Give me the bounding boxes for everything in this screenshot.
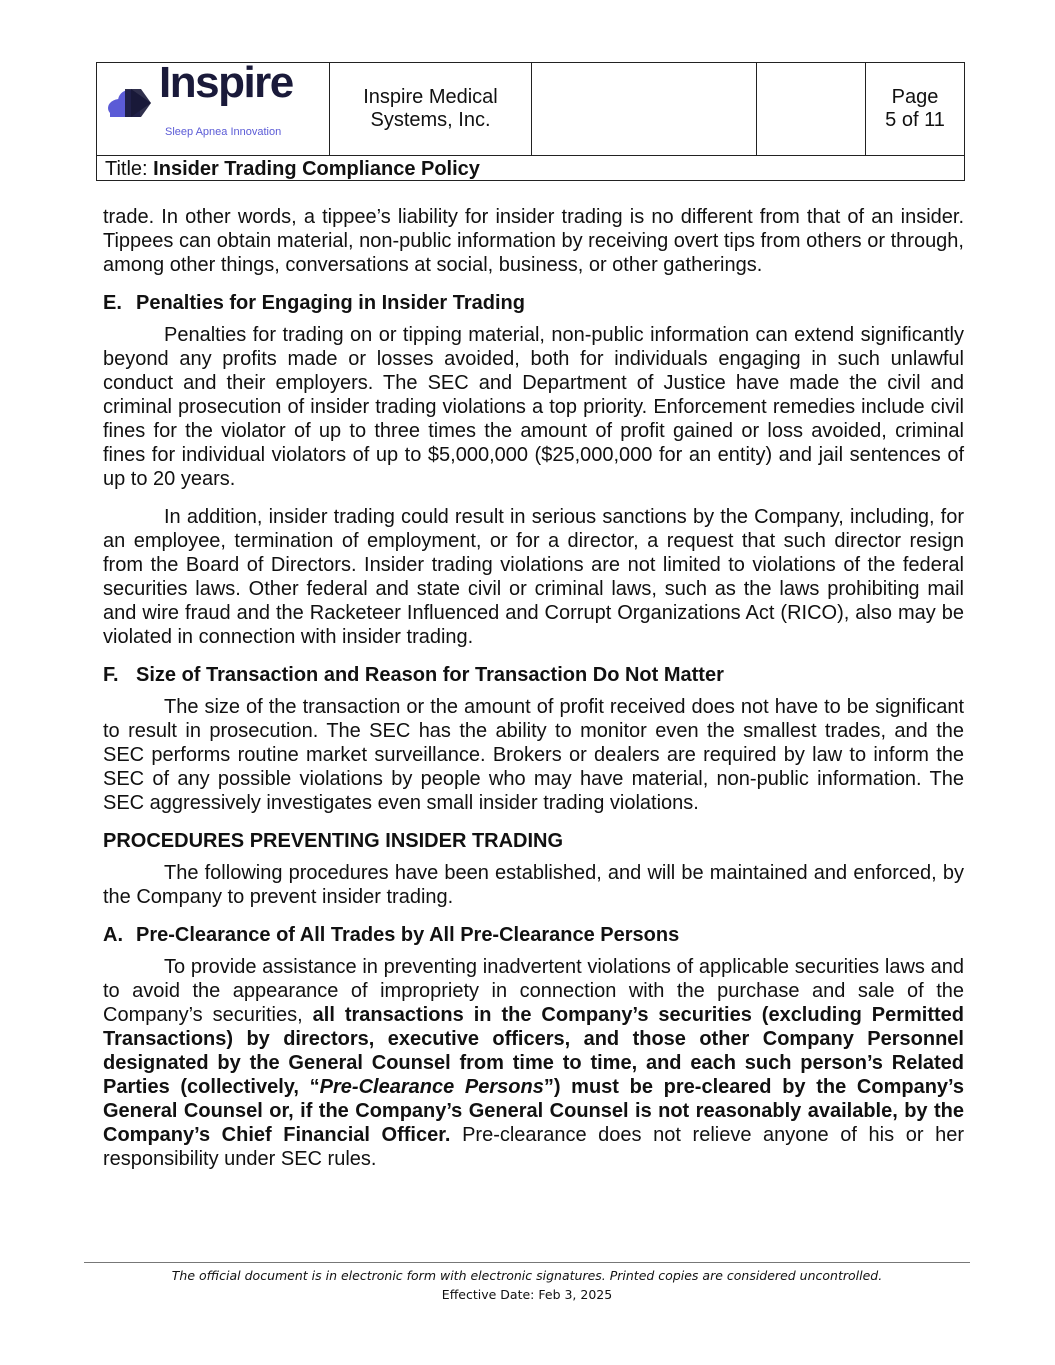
effective-date: Effective Date: Feb 3, 2025 (441, 1287, 613, 1302)
page-label: Page (891, 86, 939, 108)
section-a-letter: A. (103, 924, 123, 946)
title-label: Title: (105, 158, 148, 180)
document-header-table (96, 58, 965, 181)
footer-note: The official document is in electronic form with electronic signatures. Printed copies are considered uncontrolled. (171, 1268, 883, 1283)
section-f-paragraph: The size of the transaction or the amount of profit received does not have to be significant to result in prosecution. The SEC has the ability to monitor even the smallest trades, and the SEC performs routine market surveillance. Brokers or dealers are required by law to inform the SEC of any possible violations by people who may have material, non-public information. The SEC aggressively investigates even small insider trading violations. (103, 696, 964, 814)
cloud-arrow-logo-icon (107, 83, 159, 123)
section-f-heading (103, 663, 964, 687)
section-e-paragraph-1: Penalties for trading on or tipping material, non-public information can extend significantly beyond any profits made or losses avoided, both for individuals engaging in such unlawful conduct and their employers. The SEC and Department of Justice have made the civil and criminal prosecution of insider trading violations a top priority. Enforcement remedies include civil fines for the violator of up to three times the amount of profit gained or loss avoided, criminal fines for individual violators of up to $5,000,000 ($25,000,000 for an entity) and jail sentences of up to 20 years. (103, 324, 964, 490)
header-top-row (97, 58, 964, 156)
logo-cell (97, 58, 330, 155)
section-f-letter: F. (103, 664, 119, 686)
blank-cell-2 (757, 63, 866, 155)
page-footer (84, 1266, 970, 1304)
section-e-heading (103, 291, 964, 315)
document-title-row (105, 157, 480, 181)
logo-tagline: Sleep Apnea Innovation (165, 126, 282, 138)
section-a-paragraph (103, 955, 964, 1171)
section-a-text-start: To provide assistance in preventing inadvertent violations of applicable securities laws and to avoid the appearance of impropriety in connection with the purchase and sale of the Company’s securities, (103, 956, 964, 1026)
section-f-title: Size of Transaction and Reason for Transaction Do Not Matter (136, 664, 724, 686)
footer-divider (84, 1262, 970, 1263)
company-name: Inspire Medical Systems, Inc. (363, 86, 498, 131)
section-a-bold-2: ”) must be pre-cleared by the Company’s General Counsel or, if the Company’s General Counsel is not reasonably available, by the Company’s Chief Financial Officer. (103, 1076, 964, 1146)
company-name-cell (330, 63, 532, 155)
logo-wordmark: Inspire (159, 58, 293, 107)
document-body (103, 205, 964, 1185)
procedures-paragraph: The following procedures have been established, and will be maintained and enforced, by the Company to prevent insider trading. (103, 862, 964, 908)
section-e-letter: E. (103, 292, 122, 314)
company-logo (107, 58, 307, 139)
procedures-heading: PROCEDURES PREVENTING INSIDER TRADING (103, 830, 564, 852)
section-a-heading (103, 923, 964, 947)
page-number-cell (866, 63, 964, 155)
blank-cell-1 (532, 63, 757, 155)
section-e-paragraph-2: In addition, insider trading could result in serious sanctions by the Company, including, for an employee, termination of employment, or for a director, a request that such director resign from the Board of Directors. Insider trading violations are not limited to violations of the federal securities laws. Other federal and state civil or criminal laws, such as the laws prohibiting mail and wire fraud and the Racketeer Influenced and Corrupt Organizations Act (RICO), also may be violated in connection with insider trading. (103, 506, 964, 648)
page-number: 5 of 11 (885, 109, 945, 131)
section-a-defined-term: Pre-Clearance Persons (319, 1076, 544, 1098)
document-title: Insider Trading Compliance Policy (153, 158, 480, 180)
section-e-title: Penalties for Engaging in Insider Trading (136, 292, 525, 314)
section-a-title: Pre-Clearance of All Trades by All Pre-Clearance Persons (136, 924, 680, 946)
section-a-text-end: Pre-clearance does not relieve anyone of his or her responsibility under SEC rules. (103, 1124, 964, 1170)
intro-paragraph: trade. In other words, a tippee’s liability for insider trading is no different from that of an insider. Tippees can obtain material, non-public information by receiving overt tips from others or through, among other things, conversations at social, business, or other gatherings. (103, 206, 964, 276)
section-a-bold-1: all transactions in the Company’s securities (excluding Permitted Transactions) by directors, executive officers, and those other Company Personnel designated by the General Counsel from time to time, and each such person’s Related Parties (collectively, “ (103, 1004, 964, 1098)
